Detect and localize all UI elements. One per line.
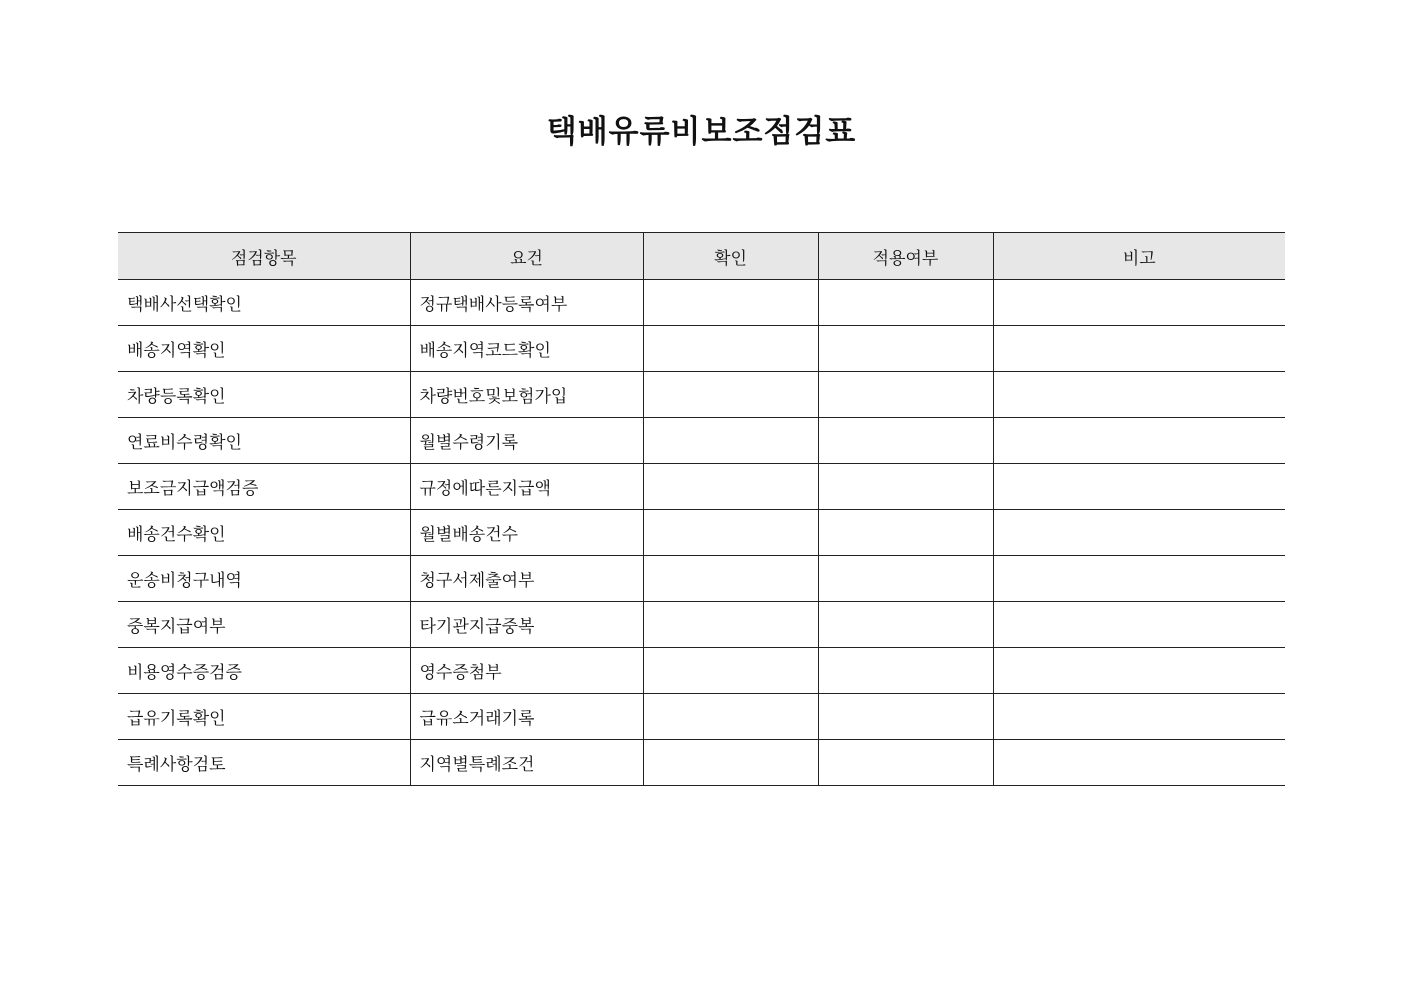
table-row [118, 326, 1285, 372]
table-row [118, 556, 1285, 602]
cell-confirmation [643, 326, 818, 372]
cell-remarks [993, 280, 1285, 326]
cell-remarks [993, 464, 1285, 510]
cell-applicability [818, 556, 993, 602]
cell-requirement: 규정에따른지급액 [410, 464, 643, 510]
cell-inspection-item: 중복지급여부 [118, 602, 410, 648]
cell-remarks [993, 418, 1285, 464]
cell-applicability [818, 740, 993, 786]
header-confirmation: 확인 [643, 233, 818, 280]
cell-confirmation [643, 740, 818, 786]
cell-remarks [993, 694, 1285, 740]
cell-requirement: 영수증첨부 [410, 648, 643, 694]
cell-applicability [818, 510, 993, 556]
cell-remarks [993, 602, 1285, 648]
cell-remarks [993, 510, 1285, 556]
cell-applicability [818, 602, 993, 648]
cell-confirmation [643, 556, 818, 602]
cell-confirmation [643, 602, 818, 648]
cell-confirmation [643, 418, 818, 464]
table-row [118, 372, 1285, 418]
table-row [118, 694, 1285, 740]
cell-applicability [818, 694, 993, 740]
cell-remarks [993, 556, 1285, 602]
header-remarks: 비고 [993, 233, 1285, 280]
cell-requirement: 정규택배사등록여부 [410, 280, 643, 326]
table-row [118, 418, 1285, 464]
cell-inspection-item: 비용영수증검증 [118, 648, 410, 694]
cell-inspection-item: 배송건수확인 [118, 510, 410, 556]
cell-inspection-item: 보조금지급액검증 [118, 464, 410, 510]
table-row [118, 648, 1285, 694]
cell-confirmation [643, 464, 818, 510]
cell-inspection-item: 배송지역확인 [118, 326, 410, 372]
cell-requirement: 타기관지급중복 [410, 602, 643, 648]
cell-requirement: 배송지역코드확인 [410, 326, 643, 372]
cell-inspection-item: 급유기록확인 [118, 694, 410, 740]
cell-requirement: 지역별특례조건 [410, 740, 643, 786]
header-row [118, 233, 1285, 280]
header-inspection-item: 점검항목 [118, 233, 410, 280]
table-header [118, 233, 1285, 280]
cell-inspection-item: 연료비수령확인 [118, 418, 410, 464]
cell-applicability [818, 372, 993, 418]
cell-confirmation [643, 648, 818, 694]
cell-inspection-item: 택배사선택확인 [118, 280, 410, 326]
cell-requirement: 급유소거래기록 [410, 694, 643, 740]
cell-remarks [993, 648, 1285, 694]
cell-confirmation [643, 280, 818, 326]
cell-requirement: 월별수령기록 [410, 418, 643, 464]
table-row [118, 510, 1285, 556]
table-row [118, 464, 1285, 510]
cell-applicability [818, 648, 993, 694]
header-requirement: 요건 [410, 233, 643, 280]
cell-requirement: 청구서제출여부 [410, 556, 643, 602]
table-row [118, 740, 1285, 786]
cell-confirmation [643, 510, 818, 556]
cell-inspection-item: 차량등록확인 [118, 372, 410, 418]
cell-confirmation [643, 694, 818, 740]
cell-applicability [818, 464, 993, 510]
cell-remarks [993, 372, 1285, 418]
cell-confirmation [643, 372, 818, 418]
table-body [118, 280, 1285, 786]
cell-inspection-item: 운송비청구내역 [118, 556, 410, 602]
cell-applicability [818, 418, 993, 464]
table-row [118, 602, 1285, 648]
cell-applicability [818, 280, 993, 326]
table-row [118, 280, 1285, 326]
document-title: 택배유류비보조점검표 [546, 114, 857, 150]
cell-remarks [993, 740, 1285, 786]
cell-applicability [818, 326, 993, 372]
cell-requirement: 월별배송건수 [410, 510, 643, 556]
checklist-table [118, 232, 1285, 786]
cell-remarks [993, 326, 1285, 372]
cell-requirement: 차량번호및보험가입 [410, 372, 643, 418]
cell-inspection-item: 특례사항검토 [118, 740, 410, 786]
header-applicability: 적용여부 [818, 233, 993, 280]
